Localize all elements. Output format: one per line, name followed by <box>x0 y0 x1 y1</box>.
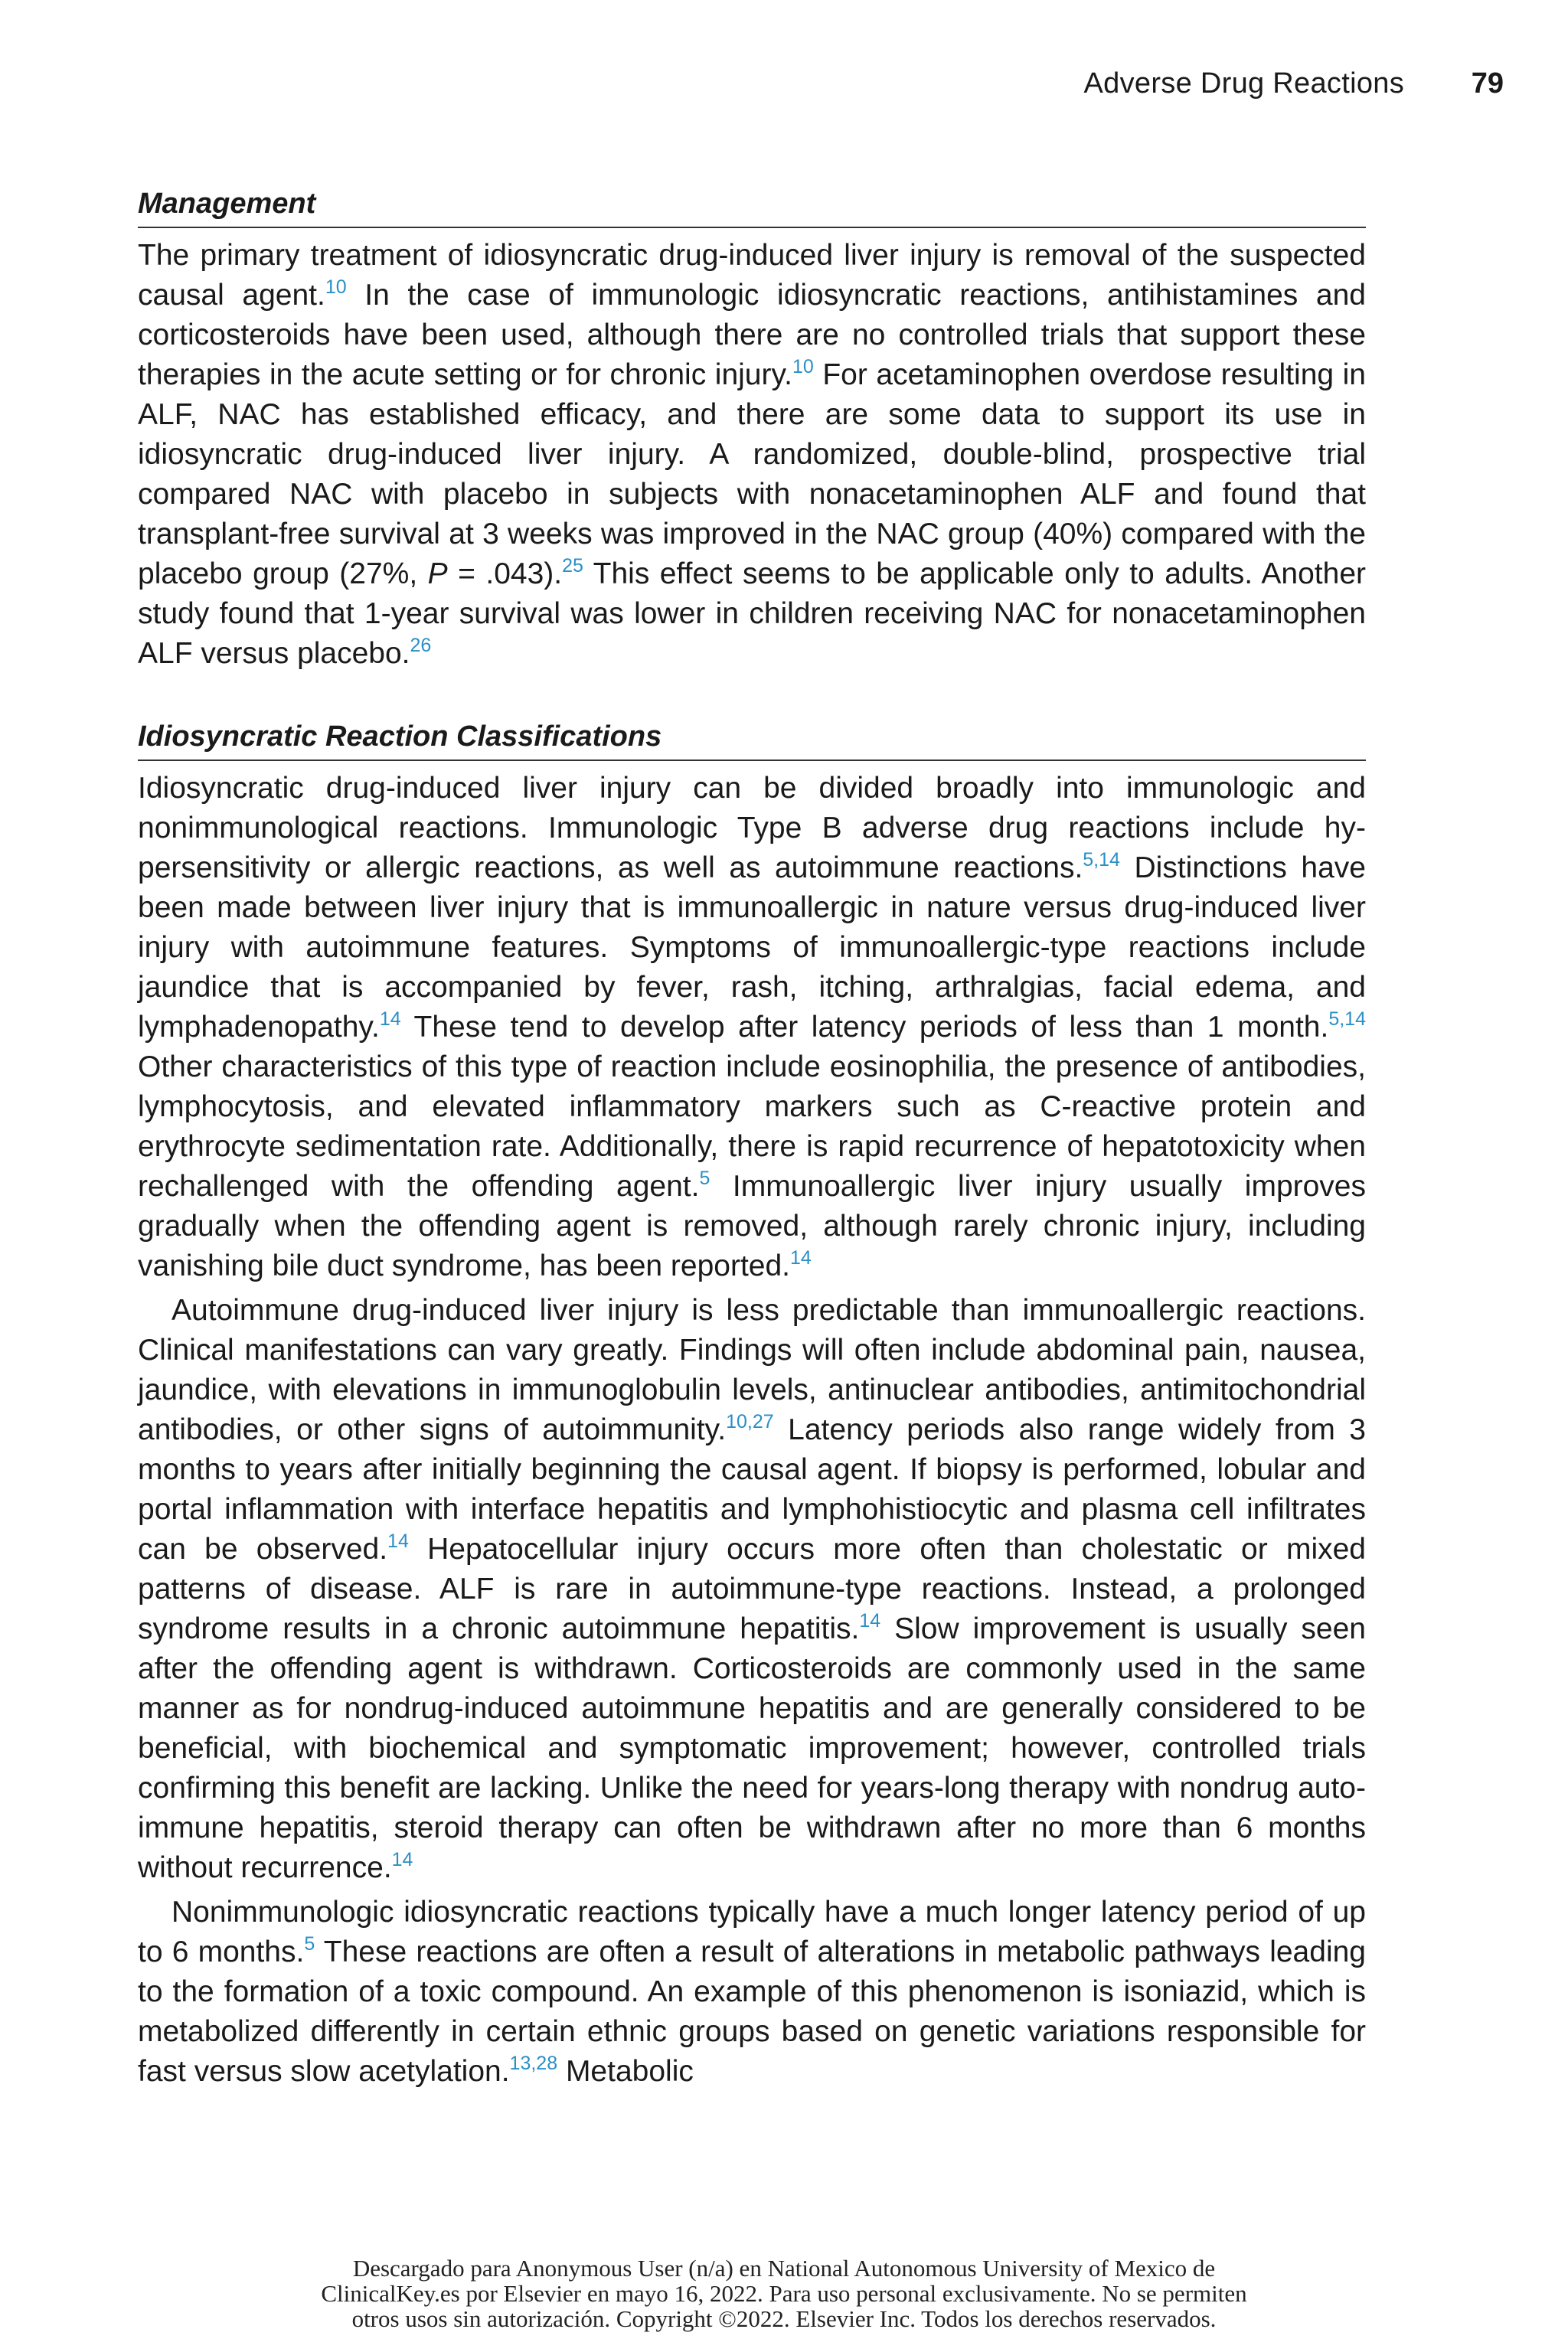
italic-text: P <box>427 557 448 590</box>
text-run: These tend to develop after latency periods of less than 1 month. <box>400 1011 1329 1044</box>
footer-line: otros usos sin autorización. Copyright ©2022. Elsevier Inc. Todos los derechos reservados. <box>351 2305 1217 2332</box>
text-run: These reactions are often a result of alterations in metabolic pathways leading to the formation of a toxic compound. An example of this phenomenon is isoniazid, which is metabolized differently in certain ethnic groups based on genetic variations responsible for fast versus slow acetylation. <box>138 1936 1366 2088</box>
text-run: The primary treatment of idiosyncratic drug-induced liver injury is removal of the suspected causal agent. <box>138 239 1366 312</box>
citation-ref: 10,27 <box>726 1411 774 1432</box>
text-run: For acetaminophen overdose resulting in ALF, NAC has established efficacy, and there are some data to support its use in idiosyncratic drug-induced liver injury. A randomized, double-blind, prospective trial compared NAC with placebo in subjects with nonacetaminophen ALF and found that transplant-free survival at 3 weeks was improved in the NAC group (40%) compared with the placebo group (27%, <box>138 358 1366 590</box>
citation-ref: 14 <box>379 1008 401 1030</box>
citation-ref: 5 <box>304 1933 315 1955</box>
citation-ref: 14 <box>387 1530 409 1552</box>
paragraph <box>138 1291 1366 1888</box>
text-run: Autoimmune drug-induced liver injury is less predictable than immunoallergic reactions. Clinical manifestations can vary greatly. Findings will often include abdominal pain, nausea, jaundice, with elevations in immunoglobulin levels, antinuclear antibodies, antimitochondrial antibodies, or other signs of autoimmunity. <box>138 1294 1366 1446</box>
text-run: = .043). <box>447 557 563 590</box>
text-run: Nonimmunologic idiosyncratic reactions typically have a much longer latency period of up to 6 months. <box>138 1896 1366 1968</box>
text-run: In the case of immunologic idiosyncratic reactions, antihistamines and corticosteroids have been used, although there are no controlled trials that support these therapies in the acute setting or for chronic injury. <box>138 279 1366 391</box>
text-run: Metabolic <box>557 2055 694 2088</box>
text-run: Other characteristics of this type of reaction include eosinophilia, the presence of antibodies, lymphocytosis, and elevated inflammatory markers such as C-reactive protein and erythrocyte sedimentation rate. Additionally, there is rapid recurrence of hepatotoxicity when rechallenged with the offending agent. <box>138 1050 1366 1203</box>
text-run: Distinctions have been made between liver injury that is immunoallergic in nature versus drug-induced liver injury with autoimmune features. Symptoms of immunoallergic-type reactions include jaundice that is accompanied by fever, rash, itching, arthralgias, facial edema, and lymphadenopathy. <box>138 851 1366 1044</box>
text-run: This effect seems to be applicable only to adults. Another study found that 1-year survival was lower in children receiving NAC for nonacetaminophen ALF versus placebo. <box>138 557 1366 670</box>
citation-ref: 14 <box>391 1849 413 1870</box>
text-run: Immunoallergic liver injury usually improves gradually when the offending agent is removed, although rarely chronic injury, including vanishing bile duct syndrome, has been reported. <box>138 1170 1366 1282</box>
paragraph <box>138 236 1366 674</box>
citation-ref: 25 <box>562 555 583 577</box>
download-notice-footer <box>0 2256 1568 2331</box>
citation-ref: 5,14 <box>1083 849 1120 871</box>
text-run: Slow improvement is usually seen after the offending agent is withdrawn. Corticosteroids are commonly used in the same manner as for nondrug-induced autoimmune hepatitis and are generally considered to be beneficial, with biochemical and symptomatic improvement; however, controlled trials confirming this benefit are lacking. Unlike the need for years-long therapy with nondrug autoimmune hepatitis, steroid therapy can often be withdrawn after no more than 6 months without recurrence. <box>138 1612 1366 1884</box>
text-run: Hepatocellular injury occurs more often than cholestatic or mixed patterns of disease. ALF is rare in autoimmune-type reactions. Instead, a prolonged syndrome results in a chronic autoimmune hepatitis. <box>138 1533 1366 1645</box>
paragraph <box>138 1893 1366 2092</box>
section-heading-management: Management <box>138 184 1366 228</box>
footer-line: ClinicalKey.es por Elsevier en mayo 16, 2022. Para uso personal exclusivamente. No se permiten <box>321 2280 1247 2307</box>
page-number: 79 <box>1471 67 1504 100</box>
citation-ref: 14 <box>790 1247 812 1269</box>
article-body <box>138 184 1366 2092</box>
section-heading-idiosyncratic-reaction-classifications: Idiosyncratic Reaction Classifications <box>138 717 1366 761</box>
citation-ref: 10 <box>792 356 814 377</box>
citation-ref: 5,14 <box>1328 1008 1366 1030</box>
paragraph <box>138 769 1366 1286</box>
citation-ref: 10 <box>325 276 347 298</box>
footer-line: Descargado para Anonymous User (n/a) en National Autonomous University of Mexico de <box>352 2255 1216 2282</box>
running-head-title: Adverse Drug Reactions <box>1083 67 1404 100</box>
citation-ref: 26 <box>410 635 432 656</box>
citation-ref: 5 <box>699 1168 710 1189</box>
running-head <box>138 64 1504 103</box>
citation-ref: 13,28 <box>509 2053 558 2074</box>
text-run: Idiosyncratic drug-induced liver injury can be divided broadly into immunologic and nonimmunological reactions. Immunologic Type B adverse drug reactions include hypersensitivity or allergic reactions, as well as autoimmune reactions. <box>138 772 1366 884</box>
text-run: Latency periods also range widely from 3 months to years after initially beginning the causal agent. If biopsy is performed, lobular and portal inflammation with interface hepatitis and lymphohistiocytic and plasma cell infiltrates can be observed. <box>138 1413 1367 1566</box>
citation-ref: 14 <box>859 1610 881 1632</box>
